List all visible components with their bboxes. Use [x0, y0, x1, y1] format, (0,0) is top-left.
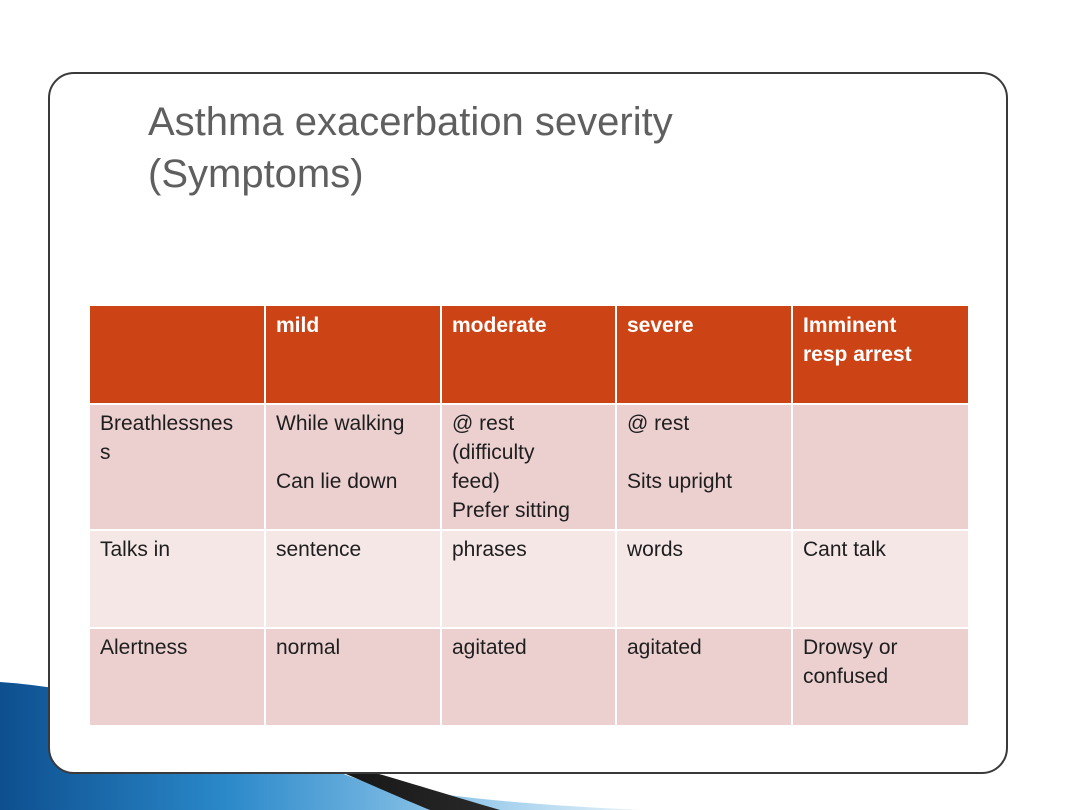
cell-alertness-imminent — [792, 628, 968, 726]
cell-alertness-severe: agitated — [616, 628, 792, 726]
cell-text: Drowsy or — [803, 636, 898, 659]
cell-talks-severe: words — [616, 530, 792, 628]
header-cell-empty — [90, 306, 265, 404]
cell-talks-mild: sentence — [265, 530, 441, 628]
cell-text: Sits upright — [627, 470, 733, 493]
cell-text: @ rest — [452, 412, 515, 435]
table-row-alertness — [90, 628, 968, 726]
severity-table — [90, 306, 968, 727]
row-label-breathlessness — [90, 404, 265, 530]
cell-alertness-moderate: agitated — [441, 628, 616, 726]
table-row-breathlessness — [90, 404, 968, 530]
cell-breathlessness-severe — [616, 404, 792, 530]
cell-spacer — [276, 438, 430, 467]
cell-talks-moderate: phrases — [441, 530, 616, 628]
header-cell-moderate: moderate — [441, 306, 616, 404]
cell-breathlessness-moderate — [441, 404, 616, 530]
header-imminent-line-2: resp arrest — [803, 343, 912, 366]
cell-breathlessness-mild — [265, 404, 441, 530]
row-label-talks-in: Talks in — [90, 530, 265, 628]
cell-text: @ rest — [627, 412, 690, 435]
cell-text: feed) — [452, 470, 500, 493]
slide-title-line-2: (Symptoms) — [148, 152, 364, 196]
slide-title-line-1: Asthma exacerbation severity — [148, 100, 673, 144]
header-cell-imminent — [792, 306, 968, 404]
header-cell-severe: severe — [616, 306, 792, 404]
row-label-line-1: Breathlessnes — [100, 412, 234, 435]
cell-breathlessness-imminent — [792, 404, 968, 530]
table-header-row — [90, 306, 968, 404]
cell-text: (difficulty — [452, 441, 535, 464]
row-label-line-2: s — [100, 441, 111, 464]
cell-text: Can lie down — [276, 470, 398, 493]
cell-spacer — [627, 438, 781, 467]
slide-title — [148, 96, 908, 200]
header-imminent-line-1: Imminent — [803, 314, 897, 337]
cell-text: While walking — [276, 412, 405, 435]
cell-text: Prefer sitting — [452, 499, 570, 522]
header-cell-mild: mild — [265, 306, 441, 404]
cell-alertness-mild: normal — [265, 628, 441, 726]
table-row-talks-in — [90, 530, 968, 628]
cell-text: confused — [803, 665, 889, 688]
row-label-alertness: Alertness — [90, 628, 265, 726]
cell-talks-imminent: Cant talk — [792, 530, 968, 628]
